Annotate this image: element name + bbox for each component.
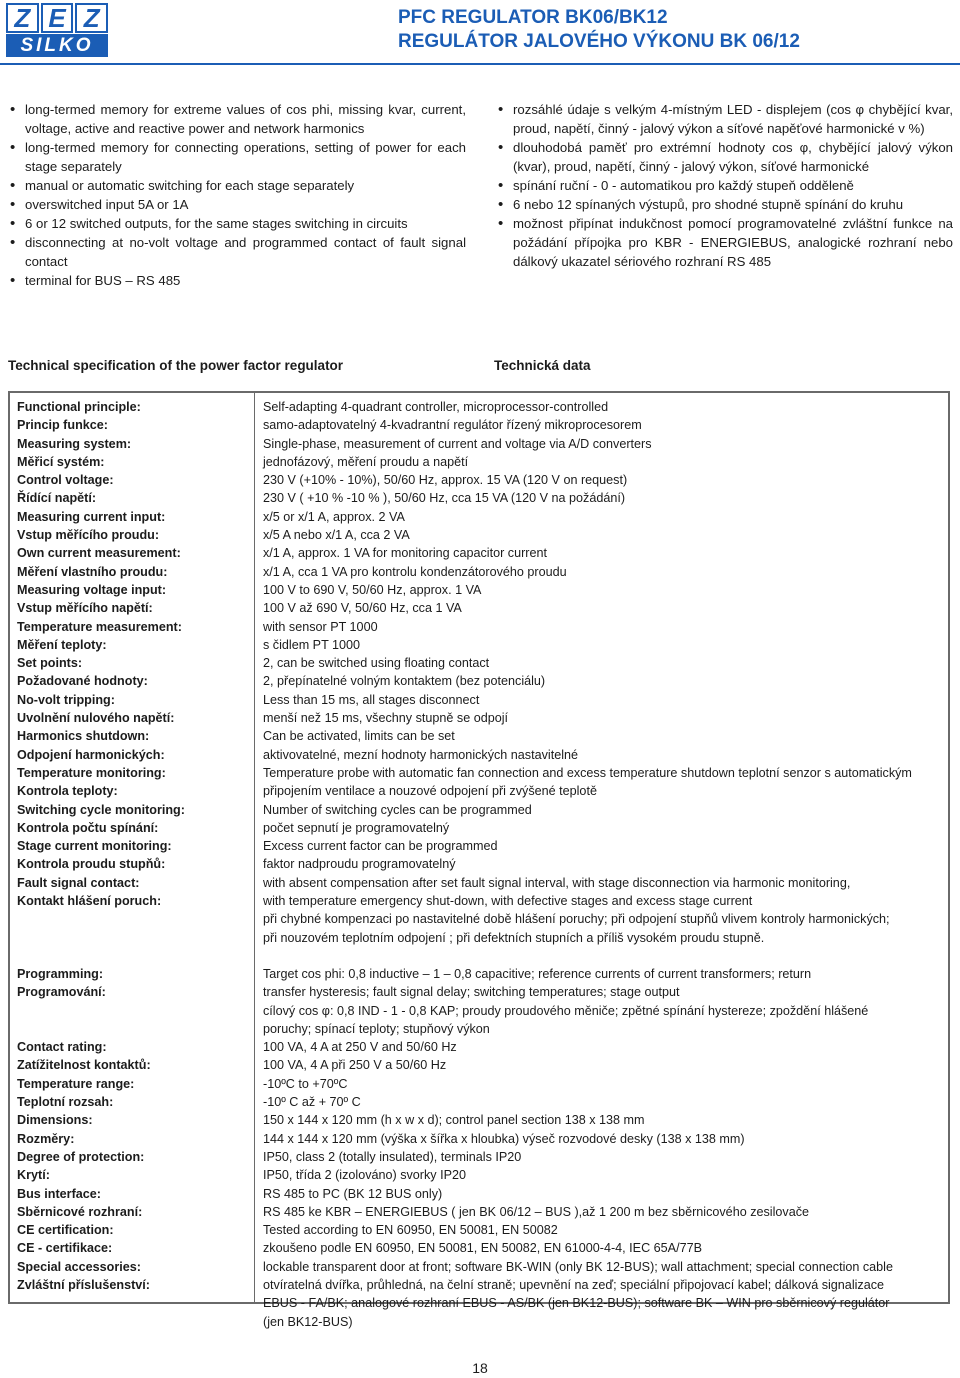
spec-value — [263, 1185, 943, 1222]
feature-item: • disconnecting at no-volt voltage and programmed contact of fault signal contact — [6, 233, 466, 271]
spec-value-line: s čidlem PT 1000 — [263, 637, 361, 652]
spec-label — [17, 874, 247, 911]
spec-value-line: x/1 A, cca 1 VA pro kontrolu kondenzátorového proudu — [263, 564, 567, 579]
title-line2: REGULÁTOR JALOVÉHO VÝKONU BK 06/12 — [398, 31, 800, 52]
spec-label — [17, 618, 247, 655]
spec-value-line: poruchy; spínací teploty; stupňový výkon — [263, 1021, 490, 1036]
spec-value-line: with temperature emergency shut-down, with defective stages and excess stage current — [263, 894, 753, 909]
spec-value-line: připojením ventilace a nouzové odpojení při zvýšené teplotě — [263, 784, 597, 799]
spec-label-line: Kontrola teploty: — [17, 784, 118, 799]
spec-label-line: Functional principle: — [17, 400, 141, 414]
spec-value — [263, 1148, 943, 1185]
spec-label-line: Own current measurement: — [17, 546, 181, 561]
spec-value-line: 100 V až 690 V, 50/60 Hz, cca 1 VA — [263, 601, 462, 616]
spec-value — [263, 618, 943, 655]
spec-value-line: with sensor PT 1000 — [263, 619, 378, 634]
spec-label — [17, 1258, 247, 1295]
spec-label-line: Vstup měřícího proudu: — [17, 528, 160, 543]
logo-top — [6, 3, 108, 33]
spec-label — [17, 691, 247, 728]
feature-item: • overswitched input 5A or 1A — [6, 195, 466, 214]
spec-value-line: Number of switching cycles can be programmed — [263, 802, 532, 817]
spec-label-line: Dimensions: — [17, 1113, 93, 1128]
spec-value — [263, 508, 943, 545]
spec-label-line: CE certification: — [17, 1223, 114, 1238]
spec-value — [263, 1221, 943, 1258]
spec-value-line: faktor nadproudu programovatelný — [263, 857, 456, 872]
spec-value-line: 230 V ( +10 % -10 % ), 50/60 Hz, cca 15 VA (120 V na požádání) — [263, 491, 626, 506]
spec-value — [263, 837, 943, 874]
spec-label-line: Princip funkce: — [17, 418, 108, 433]
spec-label — [17, 764, 247, 801]
spec-label-line: Sběrnicové rozhraní: — [17, 1204, 143, 1219]
feature-item: • dlouhodobá paměť pro extrémní hodnoty cos φ, chybějící jalový výkon (kvar), proud, napětí, činný - jalový výkon, síťové harmonické — [494, 138, 953, 176]
spec-value — [263, 1038, 943, 1075]
logo-bottom: SILKO — [6, 34, 108, 57]
feature-item: • možnost připínat indukčnost pomocí programovatelné zvláštní funkce na požádání přípojka pro KBR - ENERGIEBUS, analogické rozhraní nebo dálkový ukazatel sériového rozhraní RS 485 — [494, 214, 953, 271]
spec-label-line: Harmonics shutdown: — [17, 729, 150, 744]
spec-label — [17, 1075, 247, 1112]
spec-label — [17, 508, 247, 545]
spec-label-line: Switching cycle monitoring: — [17, 802, 185, 817]
spec-value — [263, 1111, 943, 1148]
spec-label-line: Měřicí systém: — [17, 454, 105, 469]
feature-item: • 6 nebo 12 spínaných výstupů, pro shodné stupně spínání do kruhu — [494, 195, 953, 214]
features-czech — [494, 100, 953, 271]
spec-label — [17, 727, 247, 764]
spec-value — [263, 1075, 943, 1112]
spec-value-line: Target cos phi: 0,8 inductive – 1 – 0,8 capacitive; reference currents of current transformers; return — [263, 967, 812, 981]
spec-value — [263, 435, 943, 472]
spec-value-line: samo-adaptovatelný 4-kvadrantní regulátor řízený mikroprocesorem — [263, 418, 642, 433]
spec-value-line: zkoušeno podle EN 60950, EN 50081, EN 50082, EN 61000-4-4, IEC 65A/77B — [263, 1241, 702, 1256]
spec-value-line: 100 VA, 4 A at 250 V and 50/60 Hz — [263, 1040, 457, 1055]
spec-value — [263, 874, 943, 947]
spec-label-line: CE - certifikace: — [17, 1241, 113, 1256]
page-number: 18 — [472, 1360, 488, 1376]
spec-label-line: Zatížitelnost kontaktů: — [17, 1058, 151, 1073]
table-column-divider — [254, 393, 255, 1302]
spec-label-line: Kontrola počtu spínání: — [17, 820, 159, 835]
spec-value-line: RS 485 ke KBR – ENERGIEBUS ( jen BK 06/12 – BUS ),až 1 200 m bez sběrnicového zesilovače — [263, 1204, 809, 1219]
spec-label-line: Řídící napětí: — [17, 491, 97, 506]
spec-label-line: Fault signal contact: — [17, 875, 140, 890]
spec-value-line: 100 VA, 4 A při 250 V a 50/60 Hz — [263, 1058, 447, 1073]
spec-value — [263, 801, 943, 838]
spec-value — [263, 691, 943, 728]
spec-label — [17, 1148, 247, 1185]
spec-label-line: Temperature range: — [17, 1076, 135, 1091]
spec-label-line: Rozměry: — [17, 1131, 75, 1146]
spec-value-line: lockable transparent door at front; software BK-WIN (only BK 12-BUS); wall attachment; special connection cable — [263, 1259, 893, 1274]
spec-value-line: otvíratelná dvířka, průhledná, na čelní straně; upevnění na zeď; speciální připojovací kabel; dálková signalizace — [263, 1278, 885, 1293]
spec-value-line: (jen BK12-BUS) — [263, 1314, 353, 1329]
spec-value — [263, 471, 943, 508]
spec-value-line: jednofázový, měření proudu a napětí — [263, 454, 469, 469]
feature-item: • rozsáhlé údaje s velkým 4-místným LED - displejem (cos φ chybějící kvar, proud, napětí, činný - jalový výkon a síťové napěťové harmonické v %) — [494, 100, 953, 138]
spec-value — [263, 764, 943, 801]
logo-letter: Z — [75, 3, 108, 33]
spec-label-line: Programming: — [17, 967, 104, 981]
spec-label-line: Teplotní rozsah: — [17, 1095, 114, 1110]
spec-value-line: EBUS - FA/BK; analogové rozhraní EBUS - AS/BK (jen BK12-BUS); software BK – WIN pro sběrnicový regulátor — [263, 1296, 890, 1311]
spec-label — [17, 544, 247, 581]
spec-value-line: Less than 15 ms, all stages disconnect — [263, 692, 480, 707]
header-divider — [0, 63, 960, 65]
spec-value-line: Self-adapting 4-quadrant controller, microprocessor-controlled — [263, 400, 609, 414]
feature-item: • 6 or 12 switched outputs, for the same stages switching in circuits — [6, 214, 466, 233]
spec-value-line: with absent compensation after set fault signal interval, with stage disconnection via harmonic monitoring, — [263, 875, 851, 890]
spec-label-line: Measuring voltage input: — [17, 583, 167, 597]
spec-label — [17, 471, 247, 508]
spec-value — [263, 654, 943, 691]
spec-label-line: Požadované hodnoty: — [17, 674, 148, 689]
spec-value-line: při chybné kompenzaci po nastavitelné době hlášení poruchy; při odpojení stupňů vlivem kontroly harmonických; — [263, 912, 890, 927]
spec-value — [263, 544, 943, 581]
spec-label-line: Kontakt hlášení poruch: — [17, 894, 162, 909]
spec-label-line: Set points: — [17, 656, 83, 671]
header-titles — [398, 6, 800, 54]
spec-value-line: x/1 A, approx. 1 VA for monitoring capacitor current — [263, 546, 547, 561]
spec-label-line: Temperature monitoring: — [17, 766, 166, 780]
feature-item: • terminal for BUS – RS 485 — [6, 271, 466, 290]
spec-label — [17, 654, 247, 691]
spec-label-line: Měření teploty: — [17, 637, 107, 652]
spec-label — [17, 435, 247, 472]
section-heading-en: Technical specification of the power factor regulator — [8, 358, 344, 373]
spec-value-line: Can be activated, limits can be set — [263, 729, 455, 744]
spec-label — [17, 1185, 247, 1222]
spec-label — [17, 398, 247, 435]
spec-label-line: Measuring current input: — [17, 509, 166, 524]
feature-item: • long-termed memory for connecting operations, setting of power for each stage separately — [6, 138, 466, 176]
spec-value-line: -10º C až + 70º C — [263, 1095, 361, 1110]
spec-value-line: Temperature probe with automatic fan connection and excess temperature shutdown teplotní senzor s automatickým — [263, 766, 912, 780]
spec-value-line: x/5 or x/1 A, approx. 2 VA — [263, 509, 405, 524]
spec-label-line: Control voltage: — [17, 473, 114, 488]
spec-value-line: Excess current factor can be programmed — [263, 839, 498, 854]
spec-label — [17, 801, 247, 838]
spec-label-line: Zvláštní příslušenství: — [17, 1278, 150, 1293]
spec-value — [263, 965, 943, 1038]
spec-value-line: Single-phase, measurement of current and voltage via A/D converters — [263, 436, 652, 451]
spec-value-line: počet sepnutí je programovatelný — [263, 820, 450, 835]
spec-value — [263, 1258, 943, 1331]
spec-value-line: 150 x 144 x 120 mm (h x w x d); control panel section 138 x 138 mm — [263, 1113, 645, 1128]
spec-label-line: Contact rating: — [17, 1040, 107, 1055]
spec-label — [17, 837, 247, 874]
spec-value-line: -10ºC to +70ºC — [263, 1076, 348, 1091]
spec-label-line: Bus interface: — [17, 1186, 101, 1201]
spec-value-line: IP50, class 2 (totally insulated), terminals IP20 — [263, 1150, 522, 1164]
spec-label — [17, 965, 247, 1002]
spec-value-line: 230 V (+10% - 10%), 50/60 Hz, approx. 15 VA (120 V on request) — [263, 473, 628, 488]
spec-value-line: při nouzovém teplotním odpojení ; při defektních stupních a příliš vysokém proudu stupně. — [263, 930, 765, 945]
zez-silko-logo — [6, 3, 108, 57]
spec-label — [17, 1221, 247, 1258]
spec-value-line: 2, přepínatelné volným kontaktem (bez potenciálu) — [263, 674, 546, 689]
spec-value — [263, 581, 943, 618]
spec-label — [17, 581, 247, 618]
spec-value — [263, 727, 943, 764]
feature-item: • long-termed memory for extreme values of cos phi, missing kvar, current, voltage, active and reactive power and network harmonics — [6, 100, 466, 138]
logo-letter: E — [41, 3, 74, 33]
spec-label-line: Kontrola proudu stupňů: — [17, 857, 166, 872]
title-line1: PFC REGULATOR BK06/BK12 — [398, 7, 668, 28]
spec-value-line: 2, can be switched using floating contact — [263, 656, 490, 671]
features-english — [6, 100, 466, 290]
spec-value-line: IP50, třída 2 (izolováno) svorky IP20 — [263, 1168, 466, 1183]
spec-label — [17, 1111, 247, 1148]
spec-value-line: transfer hysteresis; fault signal delay; switching temperatures; stage output — [263, 985, 680, 1000]
spec-label-line: No-volt tripping: — [17, 692, 115, 707]
spec-value-line: aktivovatelné, mezní hodnoty harmonických nastavitelné — [263, 747, 579, 762]
spec-label-line: Temperature measurement: — [17, 619, 182, 634]
spec-value-line: 100 V to 690 V, 50/60 Hz, approx. 1 VA — [263, 583, 482, 597]
spec-label-line: Vstup měřícího napětí: — [17, 601, 153, 616]
spec-value-line: RS 485 to PC (BK 12 BUS only) — [263, 1186, 443, 1201]
spec-label-line: Stage current monitoring: — [17, 839, 172, 854]
spec-label — [17, 1038, 247, 1075]
spec-label-line: Krytí: — [17, 1168, 50, 1183]
spec-label-line: Programování: — [17, 985, 106, 1000]
feature-item: • spínání ruční - 0 - automatikou pro každý stupeň odděleně — [494, 176, 953, 195]
spec-value-line: x/5 A nebo x/1 A, cca 2 VA — [263, 528, 410, 543]
spec-label-line: Odpojení harmonických: — [17, 747, 165, 762]
spec-value-line: menší než 15 ms, všechny stupně se odpojí — [263, 711, 509, 726]
spec-label-line: Degree of protection: — [17, 1150, 145, 1164]
spec-label-line: Uvolnění nulového napětí: — [17, 711, 175, 726]
spec-table — [8, 391, 950, 1329]
spec-label-line: Special accessories: — [17, 1259, 141, 1274]
spec-value-line: Tested according to EN 60950, EN 50081, EN 50082 — [263, 1223, 558, 1238]
spec-value-line: 144 x 144 x 120 mm (výška x šířka x hloubka) výseč rozvodové desky (138 x 138 mm) — [263, 1131, 745, 1146]
spec-label-line: Measuring system: — [17, 436, 132, 451]
spec-label-line: Měření vlastního proudu: — [17, 564, 168, 579]
spec-value-line: cílový cos φ: 0,8 IND - 1 - 0,8 KAP; proudy proudového měniče; zpětné spínání hystereze; zpoždění hlášené — [263, 1003, 869, 1018]
spec-value — [263, 398, 943, 435]
logo-letter: Z — [6, 3, 39, 33]
feature-item: • manual or automatic switching for each stage separately — [6, 176, 466, 195]
section-heading-cz: Technická data — [494, 358, 591, 373]
